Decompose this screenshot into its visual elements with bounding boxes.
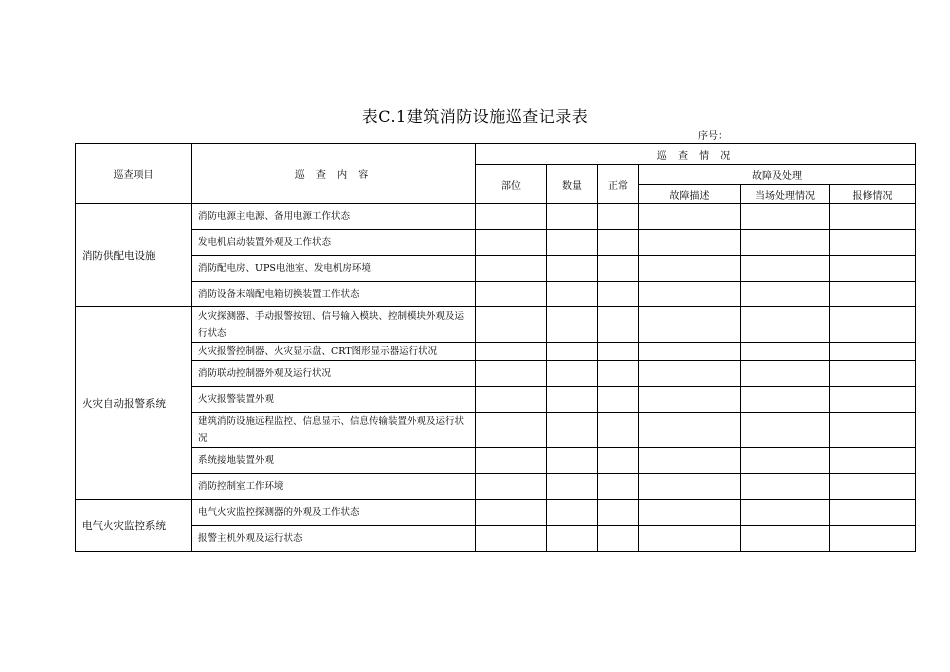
- inspection-content-cell: 消防配电房、UPS电池室、发电机房环境: [192, 256, 476, 282]
- inspection-content-cell: 系统接地装置外观: [192, 448, 476, 474]
- normal-cell[interactable]: [598, 204, 639, 230]
- onsite-handling-cell[interactable]: [741, 307, 830, 343]
- table-row: [76, 230, 916, 256]
- header-onsite-handling: 当场处理情况: [741, 185, 830, 204]
- fault-description-cell[interactable]: [639, 500, 741, 526]
- table-row: [76, 343, 916, 361]
- header-inspection-item: 巡查项目: [76, 144, 192, 204]
- normal-cell[interactable]: [598, 282, 639, 307]
- serial-number-label: 序号：: [698, 131, 728, 142]
- repair-status-cell[interactable]: [830, 204, 916, 230]
- onsite-handling-cell[interactable]: [741, 343, 830, 361]
- location-cell[interactable]: [476, 307, 547, 343]
- normal-cell[interactable]: [598, 361, 639, 387]
- location-cell[interactable]: [476, 500, 547, 526]
- table-row: [76, 413, 916, 448]
- inspection-content-cell: 消防控制室工作环境: [192, 474, 476, 500]
- fault-description-cell[interactable]: [639, 256, 741, 282]
- repair-status-cell[interactable]: [830, 500, 916, 526]
- inspection-content-cell: 火灾报警控制器、火灾显示盘、CRT图形显示器运行状况: [192, 343, 476, 361]
- repair-status-cell[interactable]: [830, 474, 916, 500]
- header-fault-handling: 故障及处理: [639, 165, 916, 185]
- location-cell[interactable]: [476, 448, 547, 474]
- onsite-handling-cell[interactable]: [741, 230, 830, 256]
- fault-description-cell[interactable]: [639, 448, 741, 474]
- category-cell: 电气火灾监控系统: [76, 500, 192, 552]
- fault-description-cell[interactable]: [639, 474, 741, 500]
- inspection-content-cell: 报警主机外观及运行状态: [192, 526, 476, 552]
- onsite-handling-cell[interactable]: [741, 282, 830, 307]
- category-cell: 消防供配电设施: [76, 204, 192, 307]
- header-inspection-content: 巡 查 内 容: [192, 144, 476, 204]
- normal-cell[interactable]: [598, 387, 639, 413]
- quantity-cell[interactable]: [547, 307, 598, 343]
- quantity-cell[interactable]: [547, 474, 598, 500]
- location-cell[interactable]: [476, 204, 547, 230]
- inspection-content-cell: 火灾报警装置外观: [192, 387, 476, 413]
- quantity-cell[interactable]: [547, 256, 598, 282]
- onsite-handling-cell[interactable]: [741, 413, 830, 448]
- table-row: [76, 204, 916, 230]
- table-row: [76, 474, 916, 500]
- table-row: [76, 256, 916, 282]
- fault-description-cell[interactable]: [639, 361, 741, 387]
- inspection-content-cell: 发电机启动装置外观及工作状态: [192, 230, 476, 256]
- location-cell[interactable]: [476, 256, 547, 282]
- table-row: [76, 282, 916, 307]
- normal-cell[interactable]: [598, 413, 639, 448]
- normal-cell[interactable]: [598, 230, 639, 256]
- fault-description-cell[interactable]: [639, 307, 741, 343]
- header-fault-description: 故障描述: [639, 185, 741, 204]
- inspection-content-cell: 消防电源主电源、备用电源工作状态: [192, 204, 476, 230]
- table-row: [76, 448, 916, 474]
- location-cell[interactable]: [476, 413, 547, 448]
- quantity-cell[interactable]: [547, 413, 598, 448]
- location-cell[interactable]: [476, 343, 547, 361]
- onsite-handling-cell[interactable]: [741, 448, 830, 474]
- fault-description-cell[interactable]: [639, 343, 741, 361]
- inspection-content-cell: 电气火灾监控探测器的外观及工作状态: [192, 500, 476, 526]
- normal-cell[interactable]: [598, 256, 639, 282]
- repair-status-cell[interactable]: [830, 343, 916, 361]
- onsite-handling-cell[interactable]: [741, 474, 830, 500]
- table-row: [76, 387, 916, 413]
- header-location: 部位: [476, 165, 547, 204]
- repair-status-cell[interactable]: [830, 230, 916, 256]
- table-row: [76, 307, 916, 343]
- quantity-cell[interactable]: [547, 448, 598, 474]
- fault-description-cell[interactable]: [639, 413, 741, 448]
- header-normal: 正常: [598, 165, 639, 204]
- repair-status-cell[interactable]: [830, 256, 916, 282]
- onsite-handling-cell[interactable]: [741, 526, 830, 552]
- location-cell[interactable]: [476, 282, 547, 307]
- normal-cell[interactable]: [598, 500, 639, 526]
- inspection-content-cell: 消防联动控制器外观及运行状况: [192, 361, 476, 387]
- onsite-handling-cell[interactable]: [741, 361, 830, 387]
- normal-cell[interactable]: [598, 343, 639, 361]
- header-repair-status: 报修情况: [830, 185, 916, 204]
- document-title: 表C.1建筑消防设施巡查记录表: [361, 107, 589, 126]
- repair-status-cell[interactable]: [830, 282, 916, 307]
- quantity-cell[interactable]: [547, 204, 598, 230]
- quantity-cell[interactable]: [547, 361, 598, 387]
- repair-status-cell[interactable]: [830, 387, 916, 413]
- onsite-handling-cell[interactable]: [741, 204, 830, 230]
- normal-cell[interactable]: [598, 474, 639, 500]
- table-row: [76, 500, 916, 526]
- location-cell[interactable]: [476, 361, 547, 387]
- inspection-content-cell: 建筑消防设施远程监控、信息显示、信息传输装置外观及运行状况: [192, 413, 476, 448]
- location-cell[interactable]: [476, 526, 547, 552]
- quantity-cell[interactable]: [547, 343, 598, 361]
- repair-status-cell[interactable]: [830, 413, 916, 448]
- category-cell: 火灾自动报警系统: [76, 307, 192, 500]
- fault-description-cell[interactable]: [639, 387, 741, 413]
- fault-description-cell[interactable]: [639, 526, 741, 552]
- normal-cell[interactable]: [598, 448, 639, 474]
- fault-description-cell[interactable]: [639, 230, 741, 256]
- onsite-handling-cell[interactable]: [741, 500, 830, 526]
- inspection-content-cell: 消防设备末端配电箱切换装置工作状态: [192, 282, 476, 307]
- normal-cell[interactable]: [598, 307, 639, 343]
- fault-description-cell[interactable]: [639, 282, 741, 307]
- location-cell[interactable]: [476, 387, 547, 413]
- inspection-content-cell: 火灾探测器、手动报警按钮、信号输入模块、控制模块外观及运行状态: [192, 307, 476, 343]
- location-cell[interactable]: [476, 230, 547, 256]
- onsite-handling-cell[interactable]: [741, 256, 830, 282]
- normal-cell[interactable]: [598, 526, 639, 552]
- quantity-cell[interactable]: [547, 526, 598, 552]
- fault-description-cell[interactable]: [639, 204, 741, 230]
- quantity-cell[interactable]: [547, 230, 598, 256]
- header-quantity: 数量: [547, 165, 598, 204]
- header-inspection-status: 巡 查 情 况: [476, 144, 916, 165]
- quantity-cell[interactable]: [547, 282, 598, 307]
- table-row: [76, 526, 916, 552]
- quantity-cell[interactable]: [547, 387, 598, 413]
- repair-status-cell[interactable]: [830, 526, 916, 552]
- repair-status-cell[interactable]: [830, 307, 916, 343]
- onsite-handling-cell[interactable]: [741, 387, 830, 413]
- quantity-cell[interactable]: [547, 500, 598, 526]
- location-cell[interactable]: [476, 474, 547, 500]
- repair-status-cell[interactable]: [830, 448, 916, 474]
- inspection-log-table: [75, 143, 916, 552]
- repair-status-cell[interactable]: [830, 361, 916, 387]
- table-row: [76, 361, 916, 387]
